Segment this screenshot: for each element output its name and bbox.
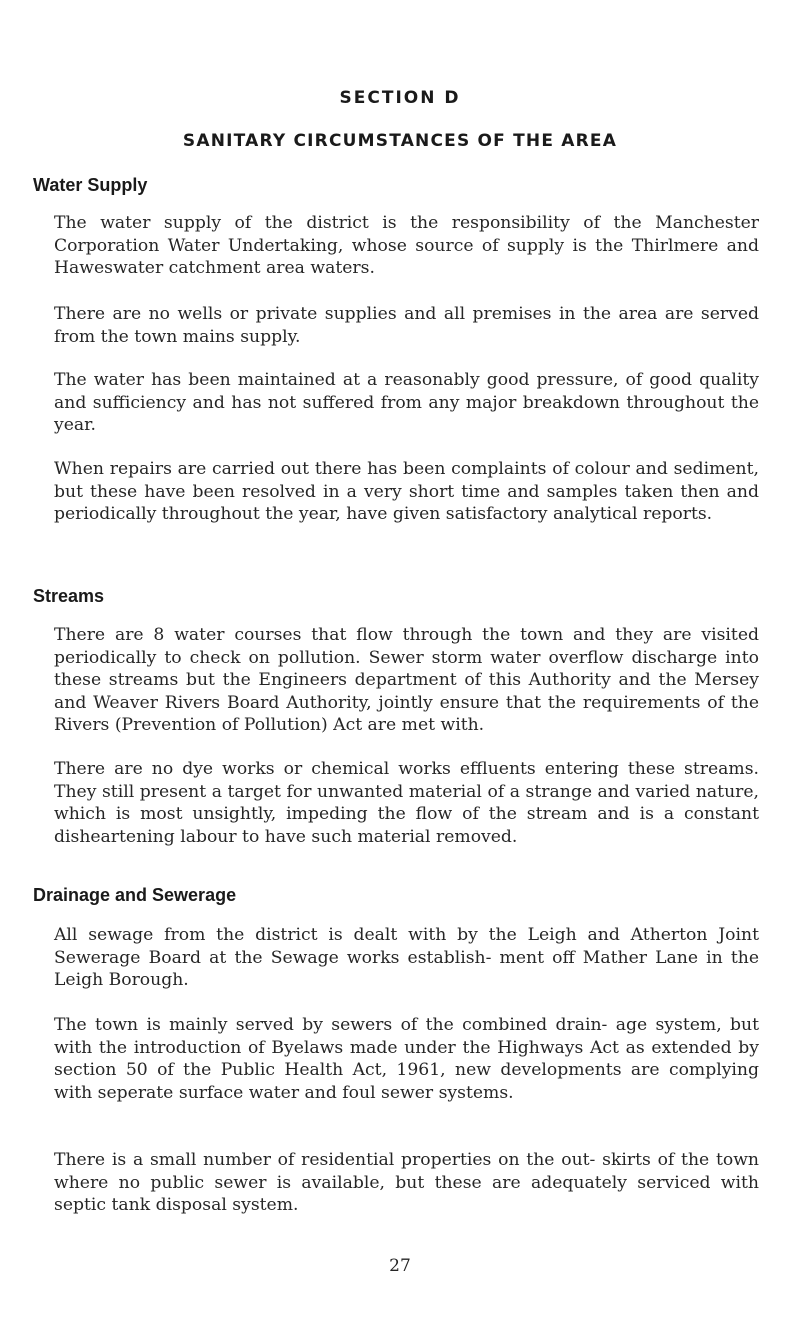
heading-streams: Streams: [33, 586, 105, 606]
paragraph: There is a small number of residential properties on the out- skirts of the town where no public sewer is available, but these are adequately serviced with septic tank disposal system.: [54, 1150, 759, 1215]
page-number: 27: [389, 1256, 411, 1276]
heading-water-supply: Water Supply: [33, 175, 148, 195]
paragraph: The water has been maintained at a reasonably good pressure, of good quality and sufficiency and has not suffered from any major breakdown throughout the year.: [54, 370, 759, 435]
paragraph: The town is mainly served by sewers of the combined drain- age system, but with the introduction of Byelaws made under the Highways Act as extended by section 50 of the Public Health Act, 1961, new developments are complying with seperate surface water and foul sewer systems.: [54, 1015, 759, 1103]
paragraph: There are no dye works or chemical works effluents entering these streams. They still present a target for unwanted material of a strange and varied nature, which is most unsightly, impeding the flow of the stream and is a constant disheartening labour to have such material removed.: [54, 759, 759, 847]
section-title: SECTION D: [339, 88, 461, 108]
paragraph: All sewage from the district is dealt with by the Leigh and Atherton Joint Sewerage Board at the Sewage works establish- ment off Mather Lane in the Leigh Borough.: [54, 925, 759, 990]
paragraph: The water supply of the district is the responsibility of the Manchester Corporation Water Undertaking, whose source of supply is the Thirlmere and Haweswater catchment area waters.: [54, 213, 759, 278]
paragraph: There are no wells or private supplies and all premises in the area are served from the town mains supply.: [54, 304, 759, 347]
paragraph: When repairs are carried out there has been complaints of colour and sediment, but these have been resolved in a very short time and samples taken then and periodically throughout the year, have given satisfactory analytical reports.: [54, 459, 759, 524]
heading-drainage-and-sewerage: Drainage and Sewerage: [33, 885, 237, 905]
paragraph: There are 8 water courses that flow through the town and they are visited periodically to check on pollution. Sewer storm water overflow discharge into these streams but the Engineers department of this Authority and the Mersey and Weaver Rivers Board Authority, jointly ensure that the requirements of the Rivers (Prevention of Pollution) Act are met with.: [54, 625, 759, 735]
section-subtitle: SANITARY CIRCUMSTANCES OF THE AREA: [182, 131, 618, 151]
